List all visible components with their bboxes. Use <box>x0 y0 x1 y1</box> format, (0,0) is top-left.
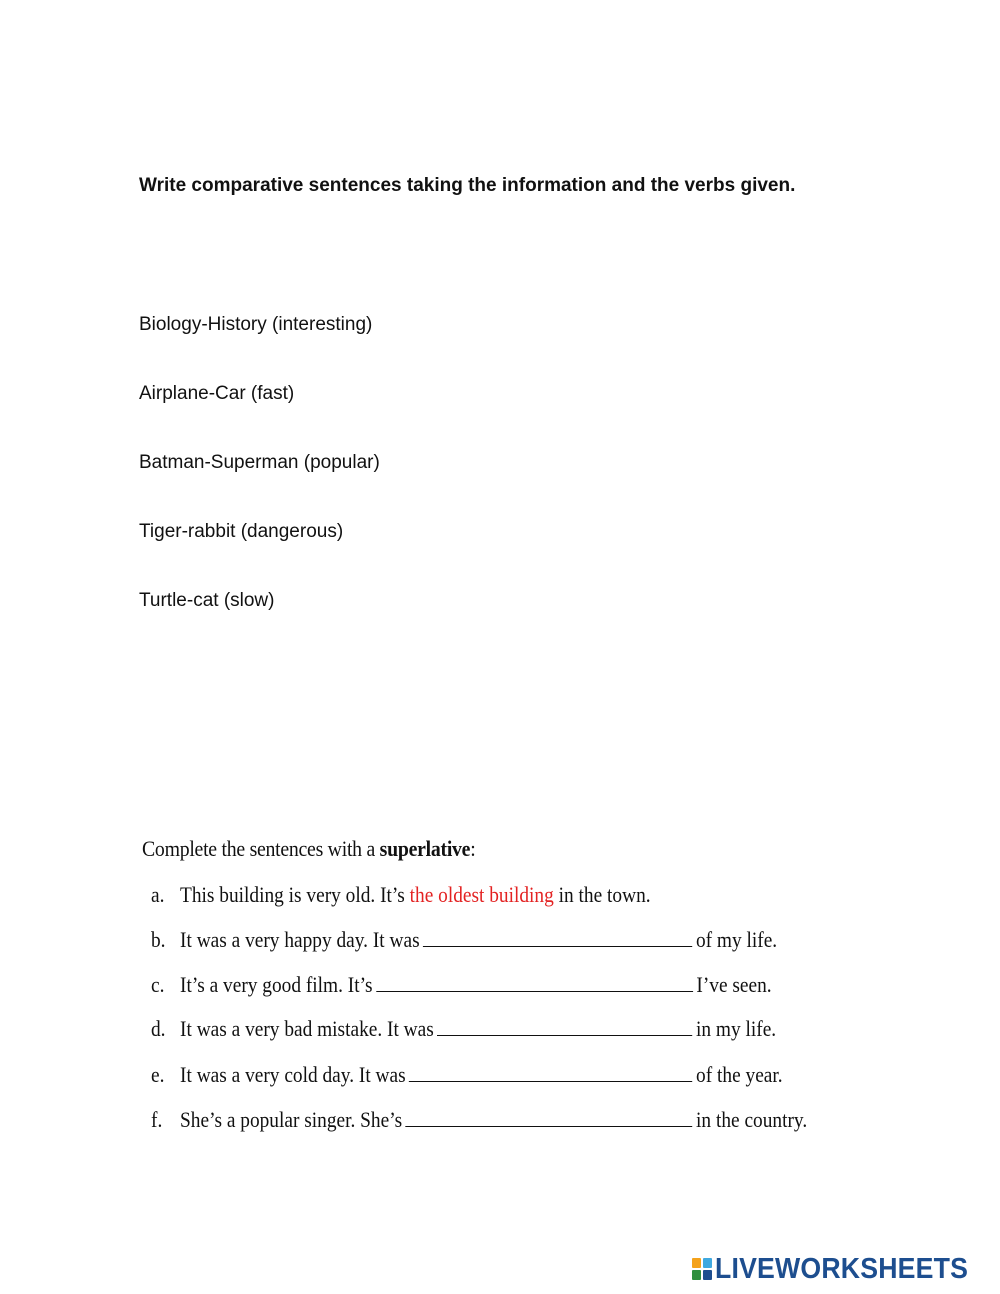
example-answer: the oldest building <box>409 882 554 907</box>
comparative-pair-1: Biology-History (interesting) <box>139 314 373 335</box>
sentence-letter: f. <box>151 1107 163 1132</box>
comparative-pair-4: Tiger-rabbit (dangerous) <box>139 521 344 542</box>
comparative-pair-5: Turtle-cat (slow) <box>139 590 275 611</box>
sentence-text-before: It was a very happy day. It was <box>180 927 420 952</box>
sentence-letter: e. <box>151 1062 165 1087</box>
sentence-text-before: It was a very bad mistake. It was <box>180 1016 434 1041</box>
sentence-text-after: of my life. <box>695 927 778 952</box>
answer-blank[interactable] <box>406 1108 693 1127</box>
sentence-letter: b. <box>151 927 166 952</box>
sentence-text-after: in the town. <box>553 882 651 907</box>
sentence-d <box>151 1016 776 1042</box>
answer-blank[interactable] <box>376 973 693 992</box>
sentence-letter: d. <box>151 1016 166 1041</box>
exercise-2-instruction <box>142 836 790 862</box>
comparative-pair-2: Airplane-Car (fast) <box>139 383 295 404</box>
sentence-letter: a. <box>151 882 165 907</box>
sentence-f <box>151 1107 807 1133</box>
answer-blank[interactable] <box>437 1017 692 1036</box>
sentence-c <box>151 972 772 998</box>
sentence-b <box>151 927 777 953</box>
sentence-letter: c. <box>151 972 165 997</box>
sentence-e <box>151 1062 783 1088</box>
liveworksheets-logo-icon <box>692 1258 712 1280</box>
liveworksheets-logo <box>692 1254 990 1284</box>
exercise-1-instruction: Write comparative sentences taking the information and the verbs given. <box>139 175 796 196</box>
sentence-text-before: She’s a popular singer. She’s <box>180 1107 403 1132</box>
comparative-pair-3: Batman-Superman (popular) <box>139 452 380 473</box>
sentence-text-after: of the year. <box>696 1062 783 1087</box>
sentence-text-after: I’ve seen. <box>696 972 772 997</box>
sentence-text-before: This building is very old. It’s <box>180 882 410 907</box>
answer-blank[interactable] <box>423 928 692 947</box>
sentence-text-before: It’s a very good film. It’s <box>180 972 373 997</box>
instruction-prefix: Complete the sentences with a <box>142 836 380 861</box>
sentence-text-before: It was a very cold day. It was <box>180 1062 406 1087</box>
liveworksheets-logo-text: LIVEWORKSHEETS <box>715 1252 969 1285</box>
instruction-suffix: : <box>470 836 476 861</box>
sentence-text-after: in the country. <box>696 1107 808 1132</box>
sentence-text-after: in my life. <box>696 1016 777 1041</box>
superlative-exercise <box>142 836 862 1132</box>
sentence-a <box>151 882 651 908</box>
instruction-keyword: superlative <box>379 836 471 861</box>
answer-blank[interactable] <box>409 1063 692 1082</box>
